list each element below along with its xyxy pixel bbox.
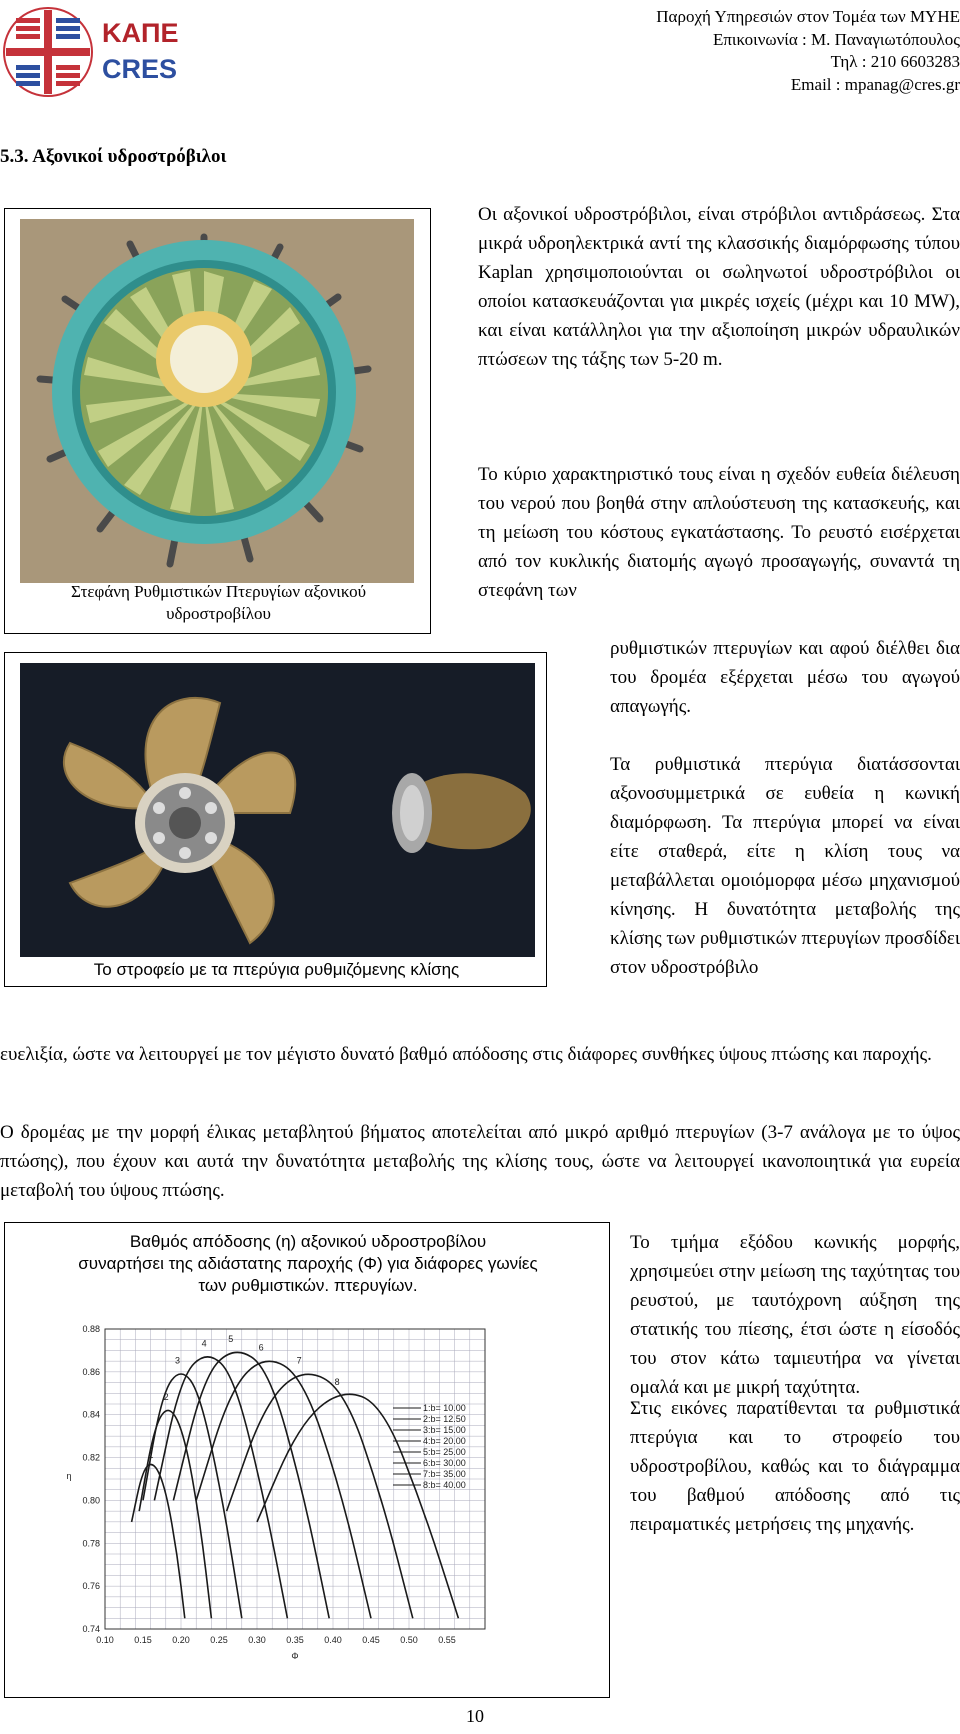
series-peak-label-8: 8 (334, 1377, 340, 1387)
guide-vane-ring-photo (20, 219, 414, 583)
runner-photo (20, 663, 535, 957)
y-tick-label: 0.84 (82, 1409, 100, 1420)
page-number: 10 (466, 1706, 484, 1726)
figure-efficiency-chart (4, 1222, 610, 1698)
y-tick-label: 0.82 (82, 1452, 100, 1463)
y-tick-label: 0.86 (82, 1366, 100, 1377)
series-peak-label-7: 7 (296, 1355, 302, 1366)
legend-entry-7: 7:b= 35.00 (423, 1469, 466, 1479)
legend-entry-6: 6:b= 30.00 (423, 1458, 466, 1468)
legend-entry-8: 8:b= 40.00 (423, 1480, 466, 1490)
figure-guide-vane-ring (4, 208, 431, 634)
figure-runner (4, 652, 547, 987)
y-tick-label: 0.78 (82, 1538, 100, 1549)
chart-caption-line-2: συναρτήσει της αδιάστατης παροχής (Φ) για διάφορες γωνίες (78, 1254, 538, 1273)
x-tick-label: 0.15 (134, 1635, 152, 1645)
x-tick-label: 0.30 (248, 1635, 266, 1645)
x-tick-label: 0.40 (324, 1635, 342, 1645)
y-tick-label: 0.74 (82, 1624, 100, 1634)
paragraph-flow-1: Το κύριο χαρακτηριστικό τους είναι η σχεδόν ευθεία διέλευση του νερού που βοηθά στην απλούστευση της κατασκευής, και τη μείωση του κόστους εγκατάστασης. Το ρευστό εισέρχεται από τον κυκλικής διατομής αγωγό προσαγωγής, συναντά τη στεφάνη των (478, 464, 960, 601)
runner-caption: Το στροφείο με τα πτερύγια ρυθμιζόμενης κλίσης (93, 960, 460, 979)
series-peak-label-3: 3 (175, 1355, 181, 1366)
paragraph-runner: Ο δρομέας με την μορφή έλικας μεταβλητού βήματος αποτελείται από μικρό αριθμό πτερυγίων (3-7 ανάλογα με το ύψος πτώσης), που έχουν και αυτά την δυνατότητα μεταβολής της κλίσης τους, ώστε να λειτουργεί ικανοποιητικά για ευρεία μεταβολή του ύψους πτώσης. (0, 1122, 960, 1201)
header-line-phone: Τηλ : 210 6603283 (830, 52, 960, 71)
legend-entry-1: 1:b= 10.00 (423, 1403, 466, 1413)
ring-caption-line-1: Στεφάνη Ρυθμιστικών Πτερυγίων αξονικού (70, 582, 366, 601)
logo-text-cres: CRES (102, 54, 178, 84)
ring-caption (5, 581, 432, 625)
header-line-contact: Επικοινωνία : Μ. Παναγιωτόπουλος (712, 29, 960, 49)
x-tick-label: 0.25 (210, 1635, 228, 1645)
legend-entry-2: 2:b= 12.50 (423, 1414, 466, 1424)
x-tick-label: 0.10 (96, 1635, 114, 1645)
legend-entry-4: 4:b= 20.00 (423, 1436, 466, 1446)
logo-text-kape: ΚΑΠΕ (102, 18, 179, 48)
legend-entry-3: 3:b= 15.00 (423, 1425, 466, 1435)
series-peak-label-1: 1 (148, 1449, 154, 1460)
header-line-email[interactable]: Email : mpanag@cres.gr (790, 74, 960, 94)
series-line-7 (227, 1374, 413, 1618)
section-title: 5.3. Αξονικοί υδροστρόβιλοι (0, 146, 227, 167)
x-tick-label: 0.45 (362, 1635, 380, 1645)
paragraph-guide-vanes-1: Τα ρυθμιστικά πτερύγια διατάσσονται αξονοσυμμετρικά σε ευθεία η κωνική διαμόρφωση. Τα πτερύγια μπορεί να είναι είτε σταθερά, είτε η κλίση τους να μεταβάλλεται ομοιόμορφα μέσω μηχανισμού κίνησης. Η δυνατότητα μεταβολής της κλίσης των ρυθμιστικών πτερυγίων προσδίδει στον υδροστρόβιλο (610, 754, 960, 978)
series-peak-label-2: 2 (163, 1392, 169, 1402)
ring-caption-line-2: υδροστροβίλου (166, 604, 271, 623)
chart-caption (5, 1231, 611, 1301)
paragraph-figures-note: Στις εικόνες παρατίθενται τα ρυθμιστικά πτερύγια και το στροφείο του υδροστροβίλου, καθώς και το διάγραμμα του βαθμού απόδοσης από τις πειραματικές μετρήσεις της μηχανής. (630, 1398, 960, 1535)
paragraph-intro: Οι αξονικοί υδροστρόβιλοι, είναι στρόβιλοι αντιδράσεως. Στα μικρά υδροηλεκτρικά αντί της κλασσικής διαμόρφωσης τύπου Kaplan χρησιμοποιούνται οι σωληνωτοί υδροστρόβιλοι οι οποίοι κατασκευάζονται για μικρές ισχείς (μέχρι και 10 MW), και είναι κατάλληλοι για την αξιοποίηση μικρών υδραυλικών πτώσεων της τάξης των 5-20 m. (478, 204, 960, 370)
y-axis-label: η (66, 1471, 72, 1481)
series-peak-label-5: 5 (228, 1334, 234, 1345)
x-tick-label: 0.55 (438, 1635, 456, 1645)
series-line-4 (154, 1357, 287, 1618)
x-axis-label: Φ (291, 1651, 299, 1661)
chart-caption-line-1: Βαθμός απόδοσης (η) αξονικού υδροστροβίλου (129, 1232, 487, 1251)
series-line-2 (139, 1410, 211, 1618)
efficiency-chart (55, 1309, 595, 1689)
series-peak-label-4: 4 (201, 1338, 207, 1349)
x-tick-label: 0.35 (286, 1635, 304, 1645)
x-tick-label: 0.50 (400, 1635, 418, 1645)
paragraph-guide-vanes-2: ευελιξία, ώστε να λειτουργεί με τον μέγιστο δυνατό βαθμό απόδοσης στις διάφορες συνθήκες ύψους πτώσης και παροχής. (0, 1044, 932, 1065)
header-contact (656, 6, 960, 96)
x-tick-label: 0.20 (172, 1635, 190, 1645)
paragraph-flow-2: ρυθμιστικών πτερυγίων και αφού διέλθει δια του δρομέα εξέρχεται μέσω του αγωγού απαγωγής. (610, 638, 960, 717)
chart-caption-line-3: των ρυθμιστικών. πτερυγίων. (198, 1276, 418, 1295)
y-tick-label: 0.80 (82, 1495, 100, 1506)
paragraph-draft-tube: Το τμήμα εξόδου κωνικής μορφής, χρησιμεύει στην μείωση της ταχύτητας του ρευστού, με ταυτόχρονη αύξηση της στατικής του πίεσης, έτσι ώστε η είσοδός του στον κάτω ταμιευτήρα να γίνεται ομαλά και με μικρή ταχύτητα. (630, 1232, 960, 1398)
header-line-service: Παροχή Υπηρεσιών στον Τομέα των ΜΥΗΕ (656, 7, 960, 26)
y-tick-label: 0.76 (82, 1581, 100, 1592)
series-line-3 (143, 1374, 242, 1618)
series-peak-label-6: 6 (258, 1342, 264, 1353)
cres-logo (2, 4, 190, 100)
y-tick-label: 0.88 (82, 1324, 100, 1334)
legend-entry-5: 5:b= 25.00 (423, 1447, 466, 1457)
